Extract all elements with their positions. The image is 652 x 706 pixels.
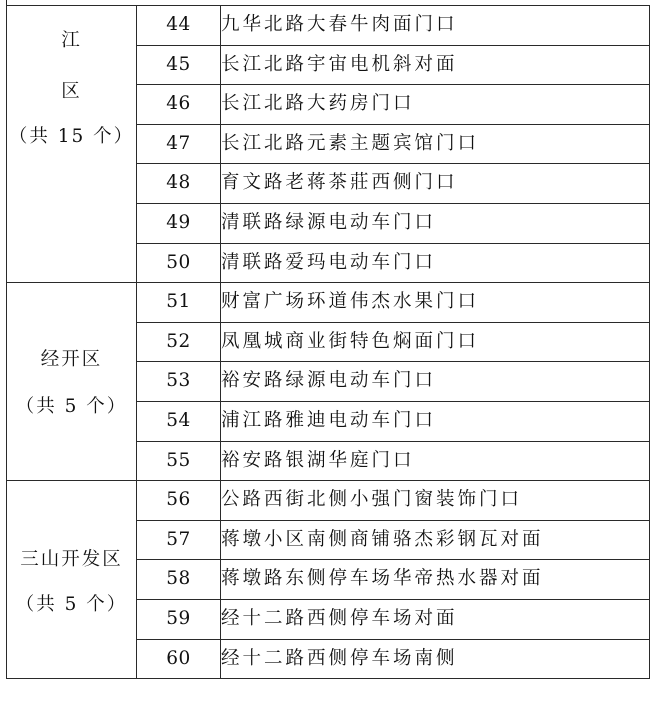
row-location: 长江北路元素主题宾馆门口 bbox=[221, 124, 650, 164]
station-location-table bbox=[6, 5, 650, 679]
table-row bbox=[7, 283, 650, 323]
row-location: 蒋墩小区南侧商铺骆杰彩钢瓦对面 bbox=[221, 520, 650, 560]
row-number: 47 bbox=[137, 124, 221, 164]
row-location: 经十二路西侧停车场南侧 bbox=[221, 639, 650, 679]
row-location: 凤凰城商业街特色焖面门口 bbox=[221, 322, 650, 362]
row-number: 44 bbox=[137, 6, 221, 46]
district-count: （共 5 个） bbox=[15, 395, 128, 417]
row-number: 59 bbox=[137, 599, 221, 639]
row-number: 46 bbox=[137, 85, 221, 125]
row-location: 浦江路雅迪电动车门口 bbox=[221, 401, 650, 441]
row-number: 55 bbox=[137, 441, 221, 481]
row-number: 56 bbox=[137, 481, 221, 521]
row-number: 57 bbox=[137, 520, 221, 560]
row-location: 长江北路宇宙电机斜对面 bbox=[221, 45, 650, 85]
table-row bbox=[7, 6, 650, 46]
row-number: 54 bbox=[137, 401, 221, 441]
row-number: 49 bbox=[137, 203, 221, 243]
row-number: 50 bbox=[137, 243, 221, 283]
district-cell bbox=[7, 6, 137, 283]
row-location: 裕安路银湖华庭门口 bbox=[221, 441, 650, 481]
district-name: 经开区 bbox=[40, 349, 103, 371]
row-number: 60 bbox=[137, 639, 221, 679]
row-location: 裕安路绿源电动车门口 bbox=[221, 362, 650, 402]
row-number: 58 bbox=[137, 560, 221, 600]
district-cell bbox=[7, 481, 137, 679]
district-name: 三山开发区 bbox=[20, 549, 123, 571]
row-location: 清联路绿源电动车门口 bbox=[221, 203, 650, 243]
district-name-part: 江 bbox=[61, 30, 82, 51]
row-location: 公路西街北侧小强门窗装饰门口 bbox=[221, 481, 650, 521]
row-location: 清联路爱玛电动车门口 bbox=[221, 243, 650, 283]
district-count: （共 5 个） bbox=[15, 593, 128, 615]
row-number: 48 bbox=[137, 164, 221, 204]
row-location: 长江北路大药房门口 bbox=[221, 85, 650, 125]
row-number: 45 bbox=[137, 45, 221, 85]
row-location: 育文路老蒋茶莊西侧门口 bbox=[221, 164, 650, 204]
row-location: 蒋墩路东侧停车场华帝热水器对面 bbox=[221, 560, 650, 600]
row-location: 九华北路大春牛肉面门口 bbox=[221, 6, 650, 46]
district-count: （共 15 个） bbox=[8, 126, 135, 147]
table-row bbox=[7, 481, 650, 521]
row-location: 财富广场环道伟杰水果门口 bbox=[221, 283, 650, 323]
row-location: 经十二路西侧停车场对面 bbox=[221, 599, 650, 639]
row-number: 51 bbox=[137, 283, 221, 323]
district-cell bbox=[7, 283, 137, 481]
row-number: 52 bbox=[137, 322, 221, 362]
district-name-part: 区 bbox=[61, 80, 82, 102]
row-number: 53 bbox=[137, 362, 221, 402]
